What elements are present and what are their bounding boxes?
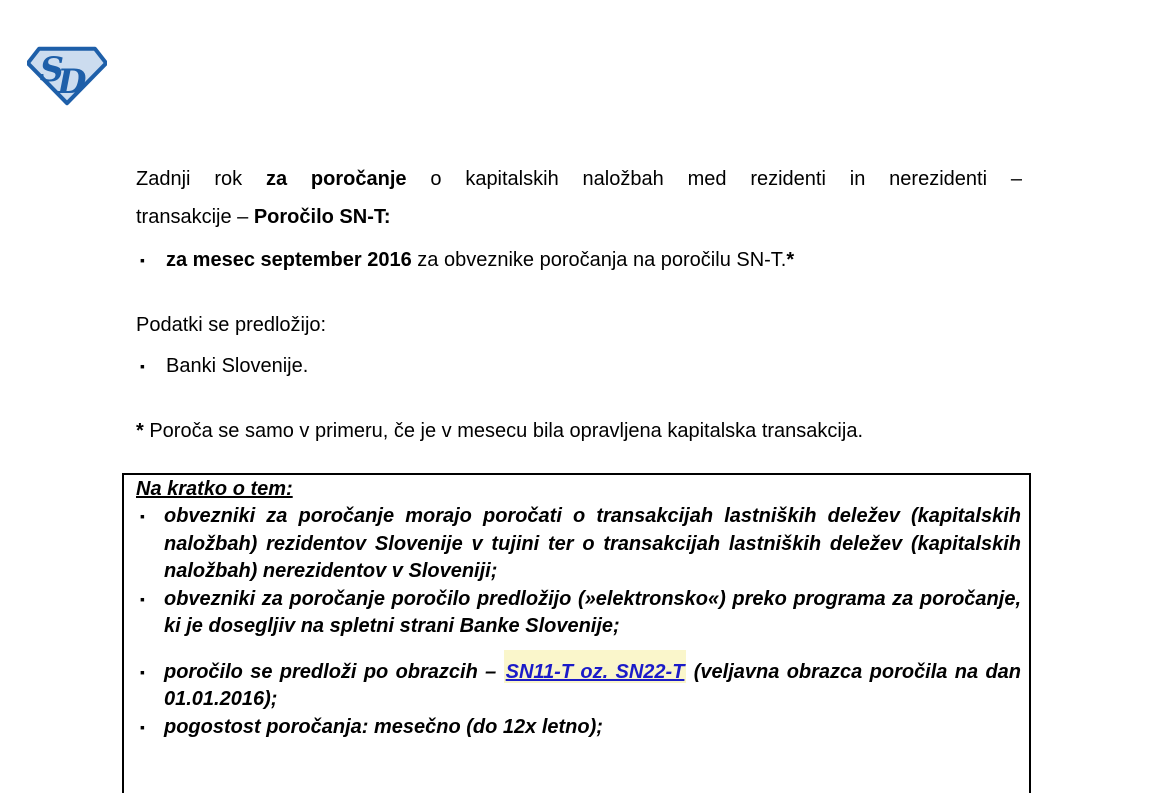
box-bullet-obligations (124, 503, 1029, 586)
deadline-star: * (786, 249, 795, 271)
bullet-square-icon: ▪ (140, 590, 145, 607)
box-bullet-frequency-text: pogostost poročanja: mesečno (do 12x letno); (164, 715, 603, 738)
deadline-bullet (140, 247, 1030, 274)
intro-text: transakcije – (136, 206, 254, 228)
footnote (136, 418, 1026, 445)
sd-diamond-logo (27, 46, 107, 106)
intro-bold-porocanje: za poročanje (265, 168, 407, 190)
footnote-star: * (136, 420, 150, 442)
summary-box-title-text: Na kratko o tem: (136, 478, 293, 500)
box-bullet-obligations-text: obvezniki za poročanje morajo poročati o transakcijah lastniških deležev (kapitalskih naložbah) rezidentov Slovenije v tujini ter o transakcijah lastniških deležev (kapitalskih naložbah) nerezidentov v Sloveniji; (164, 505, 1021, 582)
submission-bullet (140, 353, 1030, 380)
deadline-bold: za mesec september 2016 (166, 249, 412, 271)
summary-box (122, 473, 1031, 793)
intro-text: Zadnji rok (136, 168, 266, 190)
deadline-rest: za obveznike poročanja na poročilu SN-T. (411, 249, 787, 271)
intro-bold-porocilo-snt: Poročilo SN-T: (253, 206, 391, 228)
box-bullet-forms-text: (veljavna obrazca poročila na dan 01.01.2016); (164, 660, 1021, 710)
logo-letter-s: S (39, 48, 65, 89)
intro-line-1 (136, 160, 1022, 198)
box-bullet-frequency (124, 714, 1029, 742)
bullet-square-icon: ▪ (140, 663, 145, 680)
logo-letter-d: D (57, 60, 87, 101)
footnote-text: Poroča se samo v primeru, če je v mesecu bila opravljena kapitalska transakcija. (149, 420, 863, 442)
box-bullet-forms (124, 659, 1029, 714)
sn-forms-link[interactable]: SN11-T oz. SN22-T (504, 650, 687, 683)
bullet-square-icon: ▪ (140, 508, 145, 524)
box-bullet-forms-text: poročilo se predloži po obrazcih – (164, 660, 504, 683)
intro-paragraph (136, 160, 1022, 236)
box-bullet-electronic-text: obvezniki za poročanje poročilo predložijo (»elektronsko«) preko programa za poročanje, ki je dosegljiv na spletni strani Banke Slovenije; (164, 587, 1021, 637)
box-bullet-electronic (124, 586, 1029, 641)
bullet-square-icon: ▪ (140, 358, 145, 374)
intro-line-2 (136, 198, 1022, 236)
bullet-square-icon: ▪ (140, 252, 145, 268)
submission-bullet-text: Banki Slovenije. (166, 355, 309, 377)
summary-box-title (124, 475, 1029, 503)
bullet-square-icon: ▪ (140, 718, 145, 735)
submission-heading: Podatki se predložijo: (136, 314, 327, 336)
intro-text: o kapitalskih naložbah med rezidenti in nerezidenti – (406, 168, 1022, 190)
